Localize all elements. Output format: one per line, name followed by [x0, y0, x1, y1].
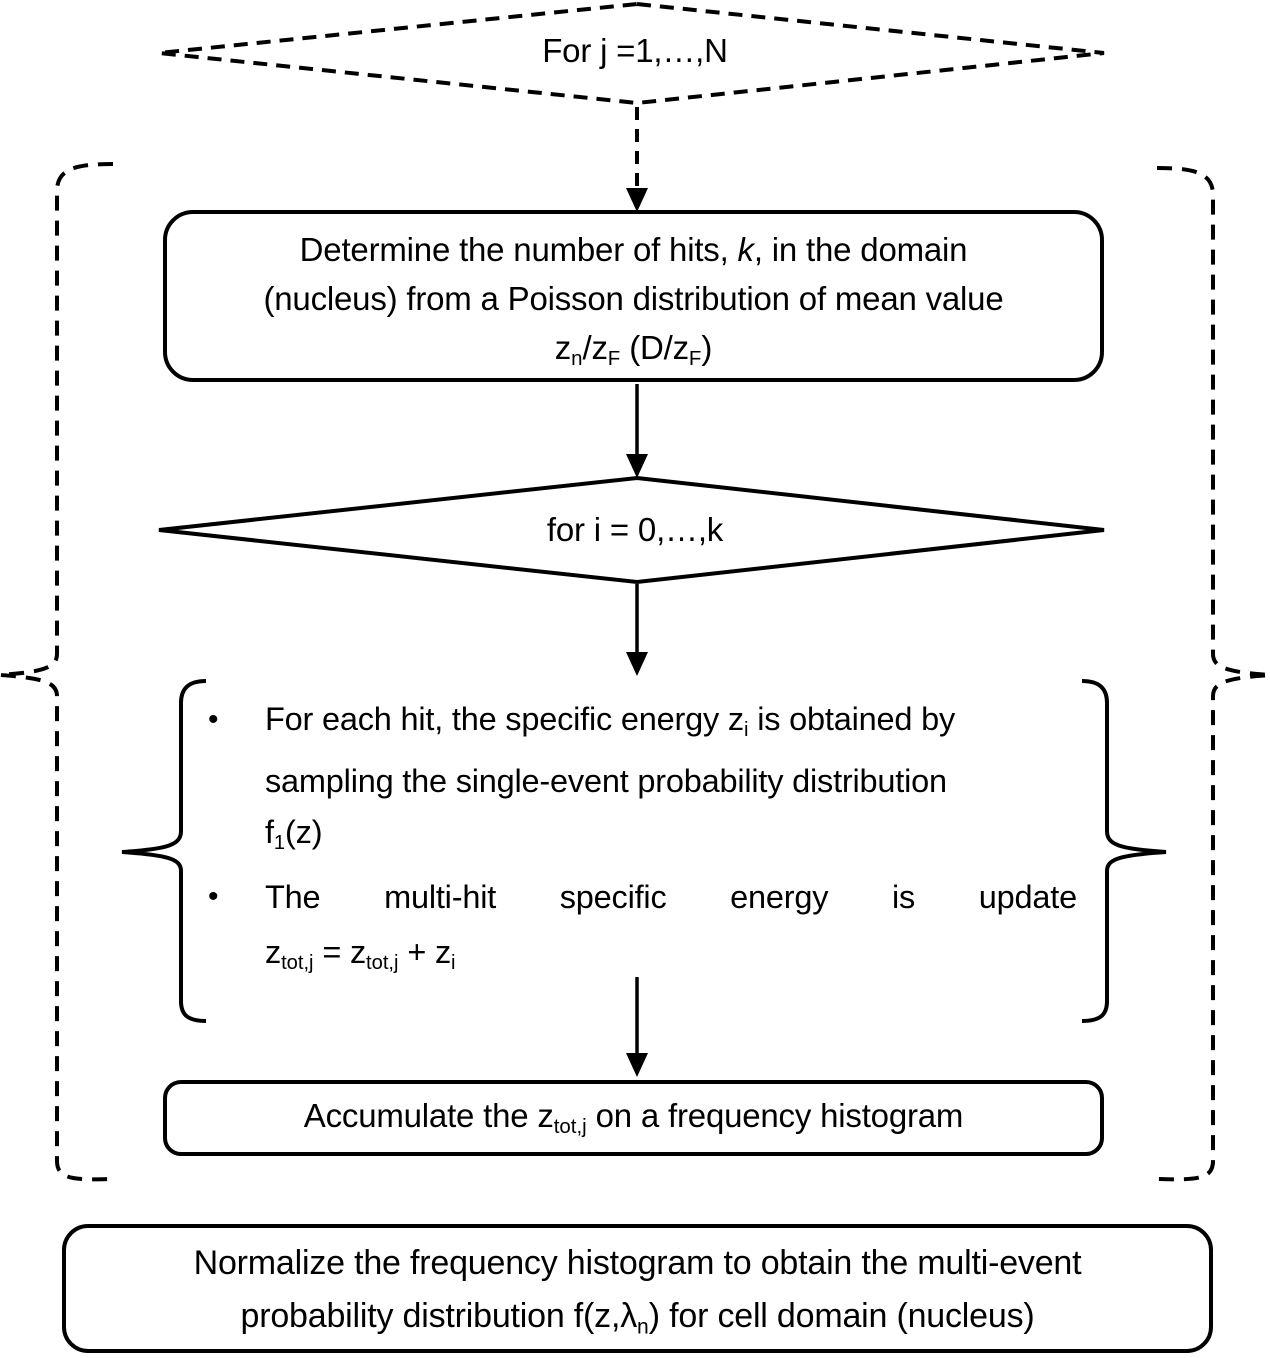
bullet-1-line-2: sampling the single-event probability distribution	[265, 763, 947, 800]
accumulate-box	[163, 1080, 1104, 1156]
normalize-box	[62, 1224, 1213, 1353]
poisson-line-1: Determine the number of hits, k, in the domain	[299, 231, 968, 268]
poisson-line-2: (nucleus) from a Poisson distribution of mean value	[263, 280, 1004, 317]
bullet-1-line-3: f1(z)	[265, 814, 323, 855]
bullet-icon: •	[208, 880, 219, 913]
bullet-1-line-1: For each hit, the specific energy zi is obtained by	[265, 701, 956, 742]
outer-loop-brace-right	[1157, 168, 1270, 1179]
italic-k: k	[737, 231, 754, 268]
bullet-2-text	[265, 871, 1077, 991]
poisson-box	[163, 210, 1104, 382]
arrow-poisson-to-loopi	[626, 384, 648, 478]
arrow-block-to-accumulate	[626, 977, 648, 1077]
bullet-1-text	[265, 694, 1077, 869]
block-brace-left	[122, 681, 206, 1021]
loop-i-text: for i = 0,…,k	[546, 511, 724, 548]
arrow-loopj-to-poisson	[626, 107, 648, 212]
normalize-line-2: probability distribution f(z,λn) for cell domain (nucleus)	[240, 1297, 1035, 1339]
loop-j-label	[0, 32, 1270, 70]
accumulate-text: Accumulate the ztot,j on a frequency histogram	[303, 1096, 964, 1139]
bullet-2-line-1: The multi-hit specific energy is update	[265, 879, 1077, 915]
loop-j-text: For j =1,…,N	[542, 32, 728, 69]
outer-loop-brace-left	[0, 164, 113, 1179]
arrow-loopi-to-block	[626, 584, 648, 676]
loop-i-label	[0, 511, 1270, 549]
bullet-icon: •	[208, 703, 219, 736]
block-brace-right	[1082, 681, 1166, 1021]
bullet-2-formula: ztot,j = ztot,j + zi	[265, 934, 456, 975]
poisson-formula: zn/zF (D/zF)	[554, 329, 713, 371]
bullet-item-specific-energy	[208, 694, 1088, 869]
bullet-item-multi-hit	[208, 871, 1088, 991]
normalize-line-1: Normalize the frequency histogram to obtain the multi-event	[193, 1244, 1082, 1282]
